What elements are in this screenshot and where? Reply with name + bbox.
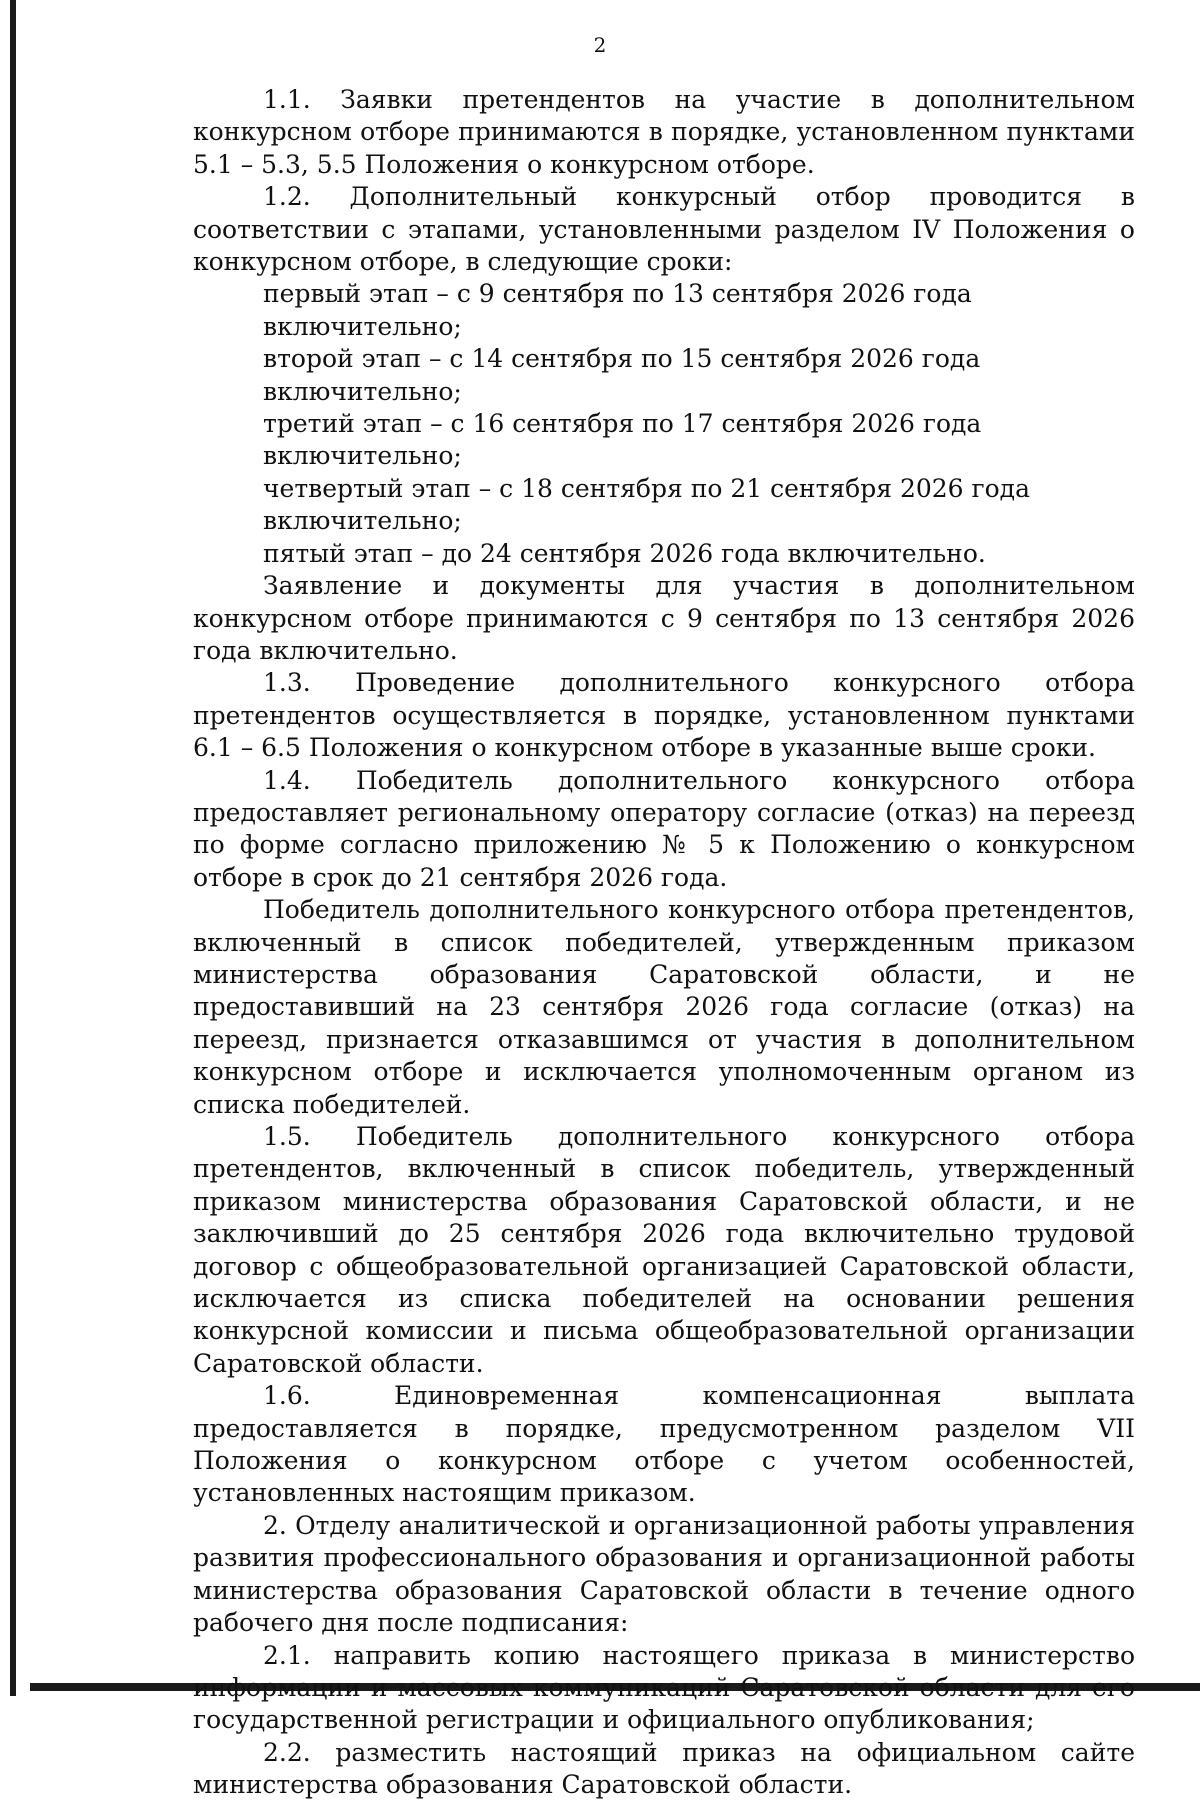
stage-line-4: четвертый этап – с 18 сентября по 21 сентября 2026 года включительно; xyxy=(263,473,1030,536)
paragraph-1-3: 1.3. Проведение дополнительного конкурсного отбора претендентов осуществляется в порядке, установленном пунктами 6.1 – 6.5 Положения о конкурсном отборе в указанные выше сроки. xyxy=(193,668,1135,763)
paragraph-1-1: 1.1. Заявки претендентов на участие в дополнительном конкурсном отборе принимаются в порядке, установленном пунктами 5.1 – 5.3, 5.5 Положения о конкурсном отборе. xyxy=(193,85,1135,179)
document-body xyxy=(193,84,1135,1802)
stage-line-3: третий этап – с 16 сентября по 17 сентября 2026 года включительно; xyxy=(263,409,982,471)
scan-edge-left xyxy=(10,0,16,1696)
paragraph-1-2: 1.2. Дополнительный конкурсный отбор проводится в соответствии с этапами, установленными разделом IV Положения о конкурсном отборе, в следующие сроки: xyxy=(193,182,1135,277)
paragraph-1-5: 1.5. Победитель дополнительного конкурсного отбора претендентов, включенный в список победитель, утвержденный приказом министерства образования Саратовской области, и не заключивший до 25 сентября 2026 года включительно трудовой договор с общеобразовательной организацией Саратовской области, исключается из списка победителей на основании решения конкурсной комиссии и письма общеобразовательной организации Саратовской области. xyxy=(193,1122,1135,1378)
stage-line-1: первый этап – с 9 сентября по 13 сентября 2026 года включительно; xyxy=(263,279,972,341)
page-number: 2 xyxy=(593,33,607,57)
stage-line-2: второй этап – с 14 сентября по 15 сентября 2026 года включительно; xyxy=(263,344,981,406)
paragraph-1-6: 1.6. Единовременная компенсационная выплата предоставляется в порядке, предусмотренном разделом VII Положения о конкурсном отборе с учетом особенностей, установленных настоящим приказом. xyxy=(193,1381,1135,1508)
paragraph-2-1: 2.1. направить копию настоящего приказа в министерство информации и массовых коммуникаций Саратовской области для его государственной регистрации и официального опубликования; xyxy=(193,1640,1135,1735)
paragraph-refusal: Победитель дополнительного конкурсного отбора претендентов, включенный в список победителей, утвержденным приказом министерства образования Саратовской области, и не предоставивший на 23 сентября 2026 года согласие (отказ) на переезд, признается отказавшимся от участия в дополнительном конкурсном отборе и исключается уполномоченным органом из списка победителей. xyxy=(193,895,1135,1119)
paragraph-1-4: 1.4. Победитель дополнительного конкурсного отбора предоставляет региональному оператору согласие (отказ) на переезд по форме согласно приложению № 5 к Положению о конкурсном отборе в срок до 21 сентября 2026 года. xyxy=(193,765,1135,892)
paragraph-2: 2. Отделу аналитической и организационной работы управления развития профессионального образования и организационной работы министерства образования Саратовской области в течение одного рабочего дня после подписания: xyxy=(193,1510,1135,1638)
paragraph-applications-period: Заявление и документы для участия в дополнительном конкурсном отборе принимаются с 9 сентября по 13 сентября 2026 года включительно. xyxy=(193,571,1135,665)
paragraph-2-2: 2.2. разместить настоящий приказ на официальном сайте министерства образования Саратовской области. xyxy=(193,1737,1135,1800)
stage-line-5: пятый этап – до 24 сентября 2026 года включительно. xyxy=(263,538,986,568)
